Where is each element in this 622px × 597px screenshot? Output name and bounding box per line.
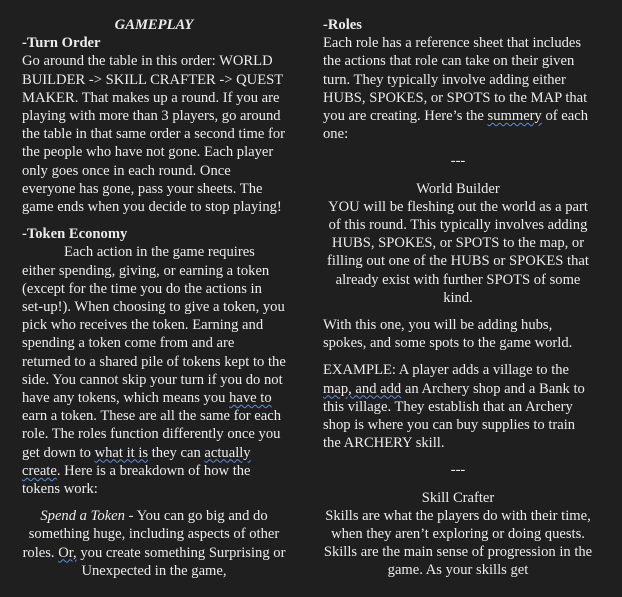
text-run: earn a token. These are all the same for each role. The roles function differently once you get down to — [22, 408, 282, 461]
roles-paragraph — [323, 34, 593, 143]
section-title: GAMEPLAY — [114, 17, 194, 33]
spend-token-paragraph — [22, 507, 286, 580]
world-builder-description: YOU will be fleshing out the world as a part of this round. This typically involves adding HUBS, SPOKES, or SPOTS to the map, or filling out one of the HUBS or SPOKES that already exist with further SPOTS of some kind. — [327, 198, 589, 306]
text-run: Each role has a reference sheet that includes the actions that role can take on their given turn. They typically involve adding either HUBS, SPOKES, or SPOTS to the MAP that you are creating. Here’s the — [323, 35, 588, 125]
right-column — [323, 16, 593, 580]
world-builder-title: World Builder — [416, 180, 500, 197]
token-economy-heading: -Token Economy — [22, 226, 128, 243]
text-run: . Here is a breakdown of how the tokens work: — [22, 462, 251, 498]
text-run: Each action in the game requires either spending, giving, or earning a token (except for the time you do the actions in set-up!). When choosing to give a token, you pick who receives the token. Earning and spending a token come from and are returned to a shared pile of tokens kept to the side. You cannot skip your turn if you do not have any tokens, which means you — [22, 244, 286, 407]
marked-text: actually create — [22, 444, 251, 479]
text-run: an Archery shop and a Bank to this village. They establish that an Archery shop is where you can buy supplies to train the ARCHERY skill. — [323, 380, 585, 452]
left-column — [22, 16, 286, 580]
marked-text: what it is — [94, 444, 149, 461]
turn-order-paragraph: Go around the table in this order: WORLD BUILDER -> SKILL CRAFTER -> QUEST MAKER. That makes up a round. If you are playing with more than 3 players, go around the table in that same order a second time for the people who have not gone. Each player only goes once in each round. Once everyone has gone, pass your sheets. The game ends when you decide to stop playing! — [22, 53, 285, 216]
separator: --- — [450, 153, 466, 170]
text-run: of each one: — [323, 108, 589, 143]
marked-text: summery — [487, 108, 542, 125]
skill-crafter-description: Skills are what the players do with their time, when they aren’t exploring or doing quests. Skills are the main sense of progression in the game. As your skills get — [323, 507, 593, 579]
turn-order-heading: -Turn Order — [22, 35, 101, 52]
marked-text: have to — [229, 390, 272, 407]
world-builder-example — [323, 361, 593, 452]
spend-token-label: Spend a Token — [40, 508, 125, 525]
separator: --- — [450, 462, 466, 479]
text-run: you create something Surprising or Unexpected in the game, — [76, 544, 286, 579]
text-run: EXAMPLE: A player adds a village to the — [323, 362, 570, 379]
text-run: they can — [148, 444, 205, 461]
marked-text: Or, — [58, 544, 77, 561]
marked-text: map, and add — [323, 380, 402, 397]
world-builder-note: With this one, you will be adding hubs, spokes, and some spots to the game world. — [323, 317, 573, 352]
token-economy-paragraph — [22, 243, 286, 498]
roles-heading: -Roles — [323, 17, 362, 33]
skill-crafter-title: Skill Crafter — [421, 489, 495, 506]
text-run: - You can go big and do something huge, including aspects of other roles. — [22, 508, 280, 561]
